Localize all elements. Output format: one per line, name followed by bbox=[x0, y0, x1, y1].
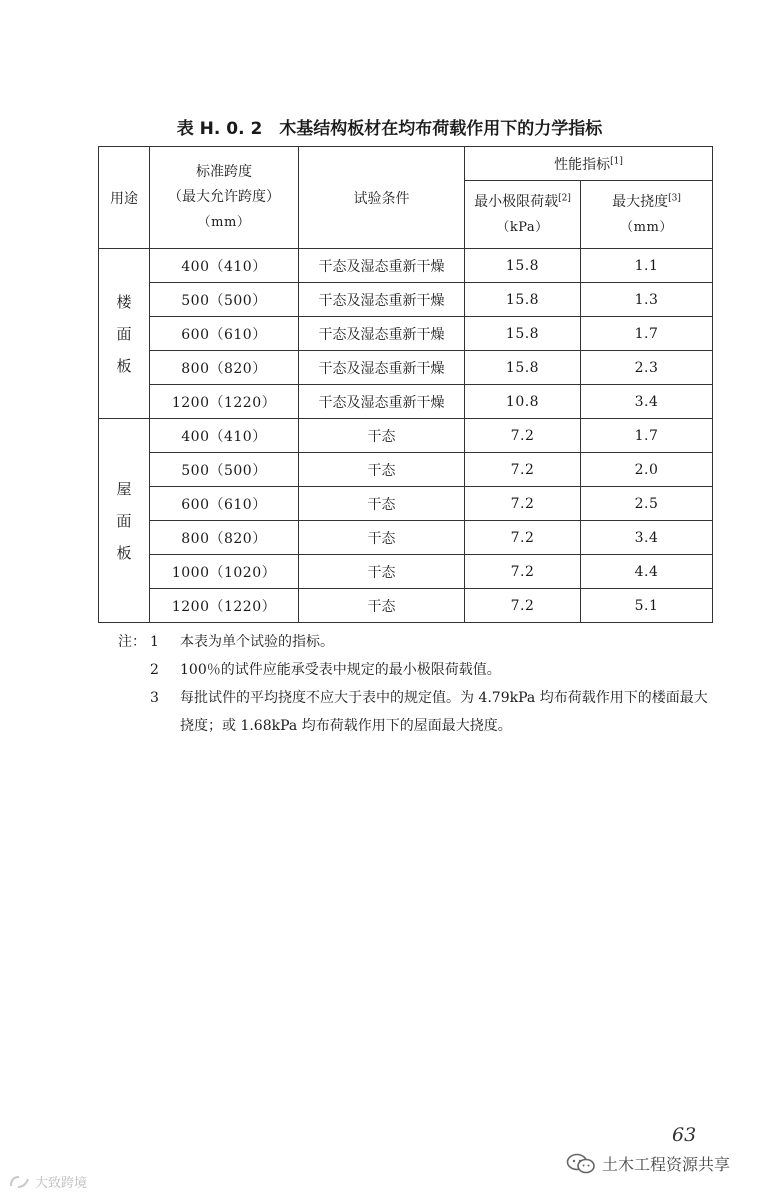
header-condition: 试验条件 bbox=[299, 147, 465, 249]
cell-condition: 干态 bbox=[299, 453, 465, 487]
note-text: 每批试件的平均挠度不应大于表中的规定值。为 4.79kPa 均布荷载作用下的楼面最大挠度；或 1.68kPa 均布荷载作用下的屋面最大挠度。 bbox=[180, 690, 708, 734]
cell-deflection: 2.0 bbox=[581, 453, 713, 487]
brand-logo-icon bbox=[8, 1174, 32, 1190]
cell-condition: 干态 bbox=[299, 555, 465, 589]
cell-span: 500（500） bbox=[150, 283, 299, 317]
header-deflection-label: 最大挠度 bbox=[612, 193, 669, 210]
note-number: 2 bbox=[150, 662, 159, 678]
table-row bbox=[99, 487, 713, 521]
watermark-right bbox=[566, 1152, 730, 1175]
header-span bbox=[150, 147, 299, 249]
cell-deflection: 1.7 bbox=[581, 419, 713, 453]
header-use: 用途 bbox=[99, 147, 150, 249]
header-performance-ref: [1] bbox=[610, 155, 623, 166]
cell-span: 600（610） bbox=[150, 487, 299, 521]
header-span-line2: （最大允许跨度） bbox=[168, 189, 280, 205]
table-row bbox=[99, 385, 713, 419]
cell-span: 800（820） bbox=[150, 351, 299, 385]
table-notes bbox=[118, 628, 718, 740]
cell-condition: 干态及湿态重新干燥 bbox=[299, 249, 465, 283]
spec-table bbox=[98, 146, 713, 623]
header-load-label: 最小极限荷载 bbox=[474, 193, 559, 210]
header-load-unit: （kPa） bbox=[496, 219, 549, 235]
table-row bbox=[99, 249, 713, 283]
header-deflection-line bbox=[581, 190, 712, 215]
header-row-1 bbox=[99, 147, 713, 181]
table-row bbox=[99, 317, 713, 351]
note-text: 100％的试件应能承受表中规定的最小极限荷载值。 bbox=[180, 662, 501, 678]
header-span-unit: （mm） bbox=[197, 215, 251, 230]
header-deflection bbox=[581, 181, 713, 249]
table-row bbox=[99, 521, 713, 555]
cell-load: 7.2 bbox=[465, 555, 581, 589]
group-label-char: 板 bbox=[116, 356, 132, 375]
cell-deflection: 1.3 bbox=[581, 283, 713, 317]
group-label-char: 面 bbox=[116, 324, 132, 343]
page-number: 63 bbox=[672, 1124, 697, 1146]
cell-condition: 干态及湿态重新干燥 bbox=[299, 283, 465, 317]
cell-deflection: 2.3 bbox=[581, 351, 713, 385]
cell-load: 7.2 bbox=[465, 521, 581, 555]
note-item bbox=[118, 684, 718, 740]
cell-load: 10.8 bbox=[465, 385, 581, 419]
table-title: 表 H. 0. 2 木基结构板材在均布荷载作用下的力学指标 bbox=[176, 119, 603, 139]
cell-load: 15.8 bbox=[465, 351, 581, 385]
header-span-line1: 标准跨度 bbox=[196, 164, 252, 180]
cell-span: 500（500） bbox=[150, 453, 299, 487]
header-deflection-ref: [3] bbox=[668, 192, 681, 203]
cell-deflection: 3.4 bbox=[581, 521, 713, 555]
cell-deflection: 1.1 bbox=[581, 249, 713, 283]
note-item bbox=[118, 656, 718, 684]
note-item bbox=[118, 628, 718, 656]
group-label-char: 屋 bbox=[116, 479, 132, 498]
cell-deflection: 2.5 bbox=[581, 487, 713, 521]
group-label-char: 楼 bbox=[116, 292, 132, 311]
table-row bbox=[99, 351, 713, 385]
cell-condition: 干态 bbox=[299, 521, 465, 555]
cell-deflection: 1.7 bbox=[581, 317, 713, 351]
note-number: 1 bbox=[150, 634, 159, 650]
cell-load: 7.2 bbox=[465, 589, 581, 623]
header-deflection-unit: （mm） bbox=[620, 219, 673, 235]
group-label-floor bbox=[99, 249, 150, 419]
watermark-left bbox=[8, 1172, 87, 1191]
cell-load: 15.8 bbox=[465, 283, 581, 317]
cell-load: 7.2 bbox=[465, 419, 581, 453]
table-row bbox=[99, 283, 713, 317]
watermark-left-text: 大致跨境 bbox=[35, 1176, 88, 1191]
table-row bbox=[99, 453, 713, 487]
cell-load: 7.2 bbox=[465, 487, 581, 521]
cell-condition: 干态 bbox=[299, 419, 465, 453]
cell-span: 600（610） bbox=[150, 317, 299, 351]
cell-condition: 干态 bbox=[299, 589, 465, 623]
header-performance bbox=[465, 147, 713, 181]
cell-condition: 干态 bbox=[299, 487, 465, 521]
cell-span: 400（410） bbox=[150, 419, 299, 453]
cell-load: 7.2 bbox=[465, 453, 581, 487]
note-number: 3 bbox=[150, 690, 159, 706]
cell-span: 1200（1220） bbox=[150, 589, 299, 623]
table-row bbox=[99, 419, 713, 453]
notes-prefix: 注： bbox=[118, 634, 146, 650]
table-row bbox=[99, 555, 713, 589]
cell-load: 15.8 bbox=[465, 249, 581, 283]
note-text: 本表为单个试验的指标。 bbox=[180, 634, 334, 650]
cell-condition: 干态及湿态重新干燥 bbox=[299, 317, 465, 351]
group-label-char: 面 bbox=[116, 511, 132, 530]
cell-condition: 干态及湿态重新干燥 bbox=[299, 385, 465, 419]
cell-span: 1200（1220） bbox=[150, 385, 299, 419]
watermark-right-text: 土木工程资源共享 bbox=[602, 1155, 731, 1174]
cell-deflection: 4.4 bbox=[581, 555, 713, 589]
cell-deflection: 5.1 bbox=[581, 589, 713, 623]
cell-span: 1000（1020） bbox=[150, 555, 299, 589]
group-label-char: 板 bbox=[116, 543, 132, 562]
header-performance-label: 性能指标 bbox=[554, 156, 611, 173]
cell-condition: 干态及湿态重新干燥 bbox=[299, 351, 465, 385]
header-load-line bbox=[465, 190, 580, 215]
cell-deflection: 3.4 bbox=[581, 385, 713, 419]
header-load bbox=[465, 181, 581, 249]
header-load-ref: [2] bbox=[558, 192, 571, 203]
cell-span: 400（410） bbox=[150, 249, 299, 283]
cell-load: 15.8 bbox=[465, 317, 581, 351]
wechat-icon bbox=[566, 1153, 596, 1175]
table-row bbox=[99, 589, 713, 623]
cell-span: 800（820） bbox=[150, 521, 299, 555]
group-label-roof bbox=[99, 419, 150, 623]
